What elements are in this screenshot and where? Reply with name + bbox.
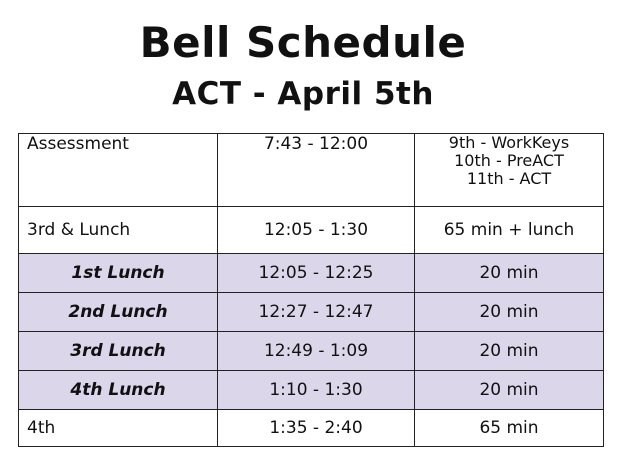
- period-cell: 4th Lunch: [19, 371, 218, 410]
- time-cell: 1:10 - 1:30: [218, 371, 415, 410]
- notes-line: 9th - WorkKeys: [448, 133, 570, 152]
- time-cell: 7:43 - 12:00: [218, 134, 415, 207]
- notes-cell: 20 min: [415, 332, 604, 371]
- table-row: [19, 134, 604, 207]
- time-cell: 1:35 - 2:40: [218, 410, 415, 447]
- period-cell: 4th: [19, 410, 218, 447]
- time-cell: 12:05 - 1:30: [218, 207, 415, 254]
- notes-cell: 65 min: [415, 410, 604, 447]
- period-cell: Assessment: [19, 134, 218, 207]
- time-cell: 12:27 - 12:47: [218, 293, 415, 332]
- period-cell: 3rd Lunch: [19, 332, 218, 371]
- table-row: [19, 207, 604, 254]
- page-subtitle: ACT - April 5th: [172, 76, 434, 112]
- notes-line: 10th - PreACT: [454, 151, 564, 170]
- notes-line: 11th - ACT: [466, 169, 552, 188]
- notes-cell: 20 min: [415, 293, 604, 332]
- table-row: [19, 254, 604, 293]
- table-row: [19, 293, 604, 332]
- period-cell: 3rd & Lunch: [19, 207, 218, 254]
- notes-cell: 20 min: [415, 371, 604, 410]
- period-cell: 2nd Lunch: [19, 293, 218, 332]
- page-title: Bell Schedule: [139, 18, 467, 67]
- table-row: [19, 332, 604, 371]
- notes-cell: 65 min + lunch: [415, 207, 604, 254]
- bell-schedule-table: [18, 133, 604, 447]
- notes-cell: [415, 134, 604, 207]
- table-row: [19, 410, 604, 447]
- time-cell: 12:49 - 1:09: [218, 332, 415, 371]
- notes-cell: 20 min: [415, 254, 604, 293]
- table-row: [19, 371, 604, 410]
- time-cell: 12:05 - 12:25: [218, 254, 415, 293]
- period-cell: 1st Lunch: [19, 254, 218, 293]
